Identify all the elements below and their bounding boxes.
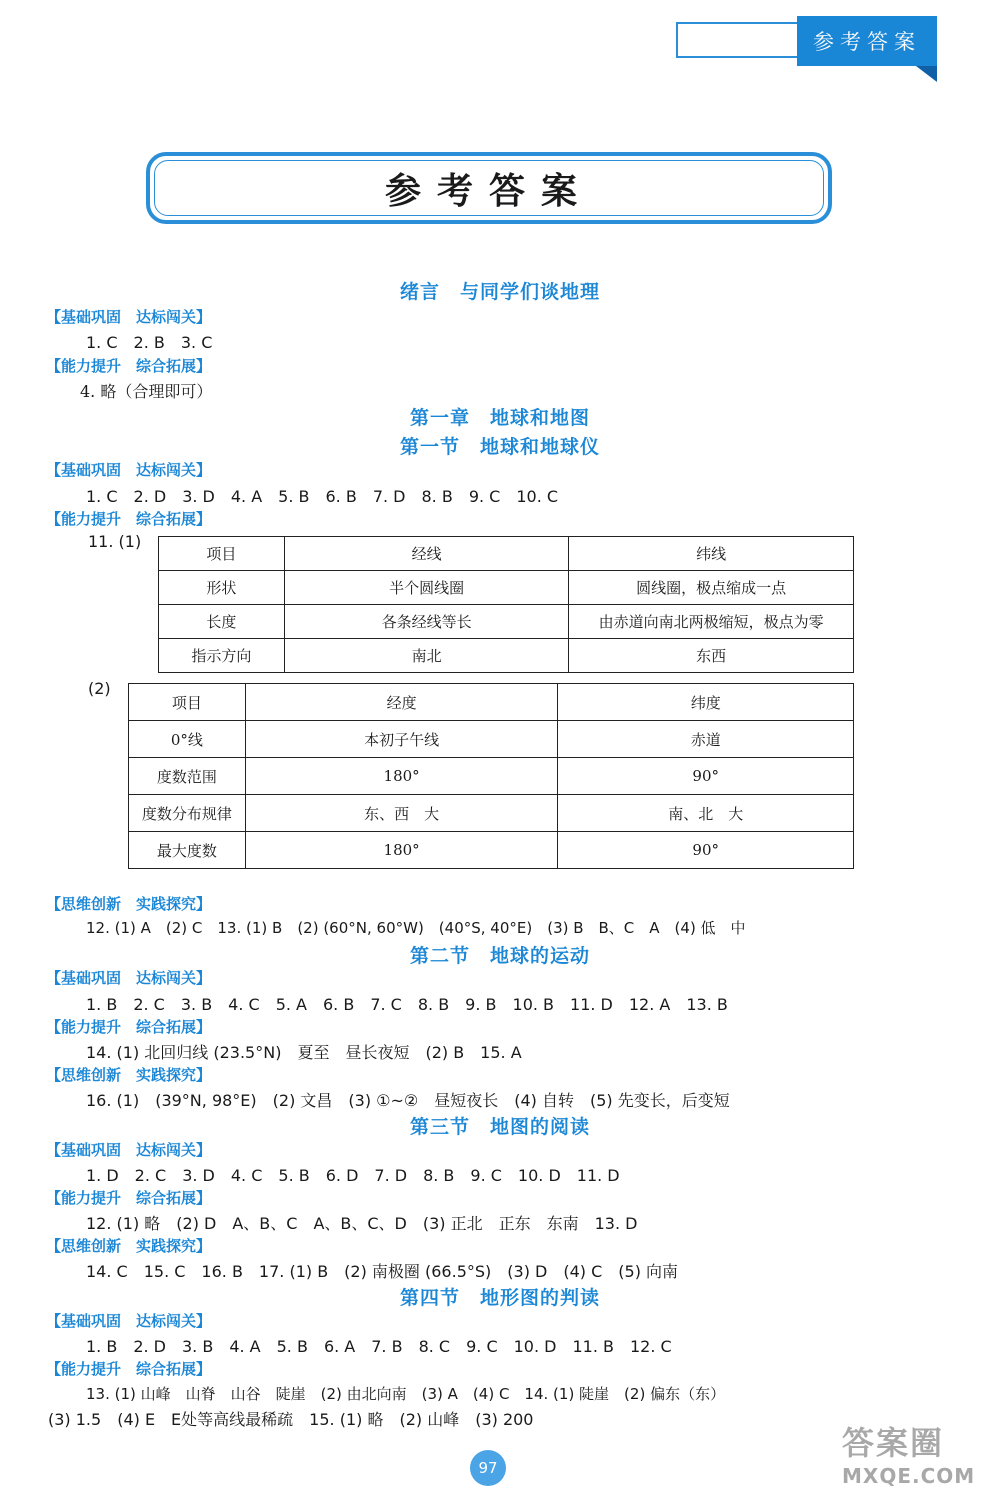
table-cell: 圆线圈，极点缩成一点	[569, 571, 854, 605]
label-basic: 【基础巩固 达标闯关】	[46, 969, 212, 987]
table-cell: 最大度数	[129, 832, 246, 869]
table-cell: 经线	[284, 537, 569, 571]
table-cell: 纬线	[569, 537, 854, 571]
table-cell: 东、西 大	[245, 795, 558, 832]
section-heading-s1: 第一节 地球和地球仪	[399, 436, 600, 458]
label-ability: 【能力提升 综合拓展】	[46, 1360, 212, 1378]
table-cell: 形状	[159, 571, 285, 605]
answer-line: 1. C 2. B 3. C	[86, 333, 213, 352]
label-innovation: 【思维创新 实践探究】	[46, 1237, 212, 1255]
answer-line: 16. (1) (39°N, 98°E) (2) 文昌 (3) ①~② 昼短夜长 (4) 自转 (5) 先变长，后变短	[86, 1091, 730, 1110]
table-longitude-latitude	[128, 683, 854, 869]
section-heading-s4: 第四节 地形图的判读	[399, 1287, 600, 1309]
answer-line: 14. C 15. C 16. B 17. (1) B (2) 南极圈 (66.5°S) (3) D (4) C (5) 向南	[86, 1262, 679, 1281]
page-title: 参考答案	[384, 169, 593, 212]
table-cell: 项目	[129, 684, 246, 721]
table-cell: 东西	[569, 639, 854, 673]
question-number: (2)	[88, 679, 111, 698]
table-cell: 南、北 大	[558, 795, 854, 832]
watermark-text: 答案圈	[842, 1424, 945, 1462]
label-ability: 【能力提升 综合拓展】	[46, 510, 212, 528]
table-cell: 90°	[558, 832, 854, 869]
table-cell: 南北	[284, 639, 569, 673]
label-ability: 【能力提升 综合拓展】	[46, 1189, 212, 1207]
table-cell: 90°	[558, 758, 854, 795]
section-heading-intro: 绪言 与同学们谈地理	[399, 281, 600, 303]
label-innovation: 【思维创新 实践探究】	[46, 895, 212, 913]
header-tab: 参考答案	[797, 16, 937, 66]
table-cell: 180°	[245, 758, 558, 795]
label-basic: 【基础巩固 达标闯关】	[46, 1141, 212, 1159]
chapter-heading: 第一章 地球和地图	[409, 407, 590, 429]
label-basic: 【基础巩固 达标闯关】	[46, 461, 212, 479]
label-innovation: 【思维创新 实践探究】	[46, 1066, 212, 1084]
table-cell: 纬度	[558, 684, 854, 721]
watermark-url: MXQE.COM	[842, 1464, 976, 1488]
answer-line: 1. D 2. C 3. D 4. C 5. B 6. D 7. D 8. B 9. C 10. D 11. D	[86, 1166, 620, 1185]
table-cell: 度数分布规律	[129, 795, 246, 832]
section-heading-s3: 第三节 地图的阅读	[409, 1116, 590, 1138]
header-fold	[916, 66, 937, 82]
watermark-logo	[842, 1418, 994, 1500]
answer-line: 14. (1) 北回归线 (23.5°N) 夏至 昼长夜短 (2) B 15. A	[86, 1043, 522, 1062]
table-cell: 长度	[159, 605, 285, 639]
label-ability: 【能力提升 综合拓展】	[46, 357, 212, 375]
table-cell: 180°	[245, 832, 558, 869]
table-cell: 本初子午线	[245, 721, 558, 758]
table-cell: 由赤道向南北两极缩短，极点为零	[569, 605, 854, 639]
answer-line: 12. (1) A (2) C 13. (1) B (2) (60°N, 60°W) (40°S, 40°E) (3) B B、C A (4) 低 中	[86, 919, 746, 937]
answer-line: 4. 略（合理即可）	[80, 382, 213, 401]
label-basic: 【基础巩固 达标闯关】	[46, 1312, 212, 1330]
page-number: 97	[470, 1450, 506, 1486]
table-cell: 各条经线等长	[284, 605, 569, 639]
answer-line: (3) 1.5 (4) E E处等高线最稀疏 15. (1) 略 (2) 山峰 (3) 200	[48, 1410, 534, 1429]
table-cell: 赤道	[558, 721, 854, 758]
table-cell: 0°线	[129, 721, 246, 758]
header-outline	[676, 22, 798, 58]
answer-line: 13. (1) 山峰 山脊 山谷 陡崖 (2) 由北向南 (3) A (4) C 14. (1) 陡崖 (2) 偏东（东）	[86, 1385, 726, 1403]
answer-line: 1. C 2. D 3. D 4. A 5. B 6. B 7. D 8. B 9. C 10. C	[86, 487, 559, 506]
table-cell: 项目	[159, 537, 285, 571]
section-heading-s2: 第二节 地球的运动	[409, 945, 590, 967]
table-cell: 经度	[245, 684, 558, 721]
answer-line: 1. B 2. C 3. B 4. C 5. A 6. B 7. C 8. B 9. B 10. B 11. D 12. A 13. B	[86, 995, 728, 1014]
answer-line: 12. (1) 略 (2) D A、B、C A、B、C、D (3) 正北 正东 东南 13. D	[86, 1214, 638, 1233]
table-meridian-parallel	[158, 536, 854, 673]
question-number: 11. (1)	[88, 532, 142, 551]
label-ability: 【能力提升 综合拓展】	[46, 1018, 212, 1036]
answer-line: 1. B 2. D 3. B 4. A 5. B 6. A 7. B 8. C 9. C 10. D 11. B 12. C	[86, 1337, 672, 1356]
table-cell: 指示方向	[159, 639, 285, 673]
label-basic: 【基础巩固 达标闯关】	[46, 308, 212, 326]
table-cell: 半个圆线圈	[284, 571, 569, 605]
table-cell: 度数范围	[129, 758, 246, 795]
